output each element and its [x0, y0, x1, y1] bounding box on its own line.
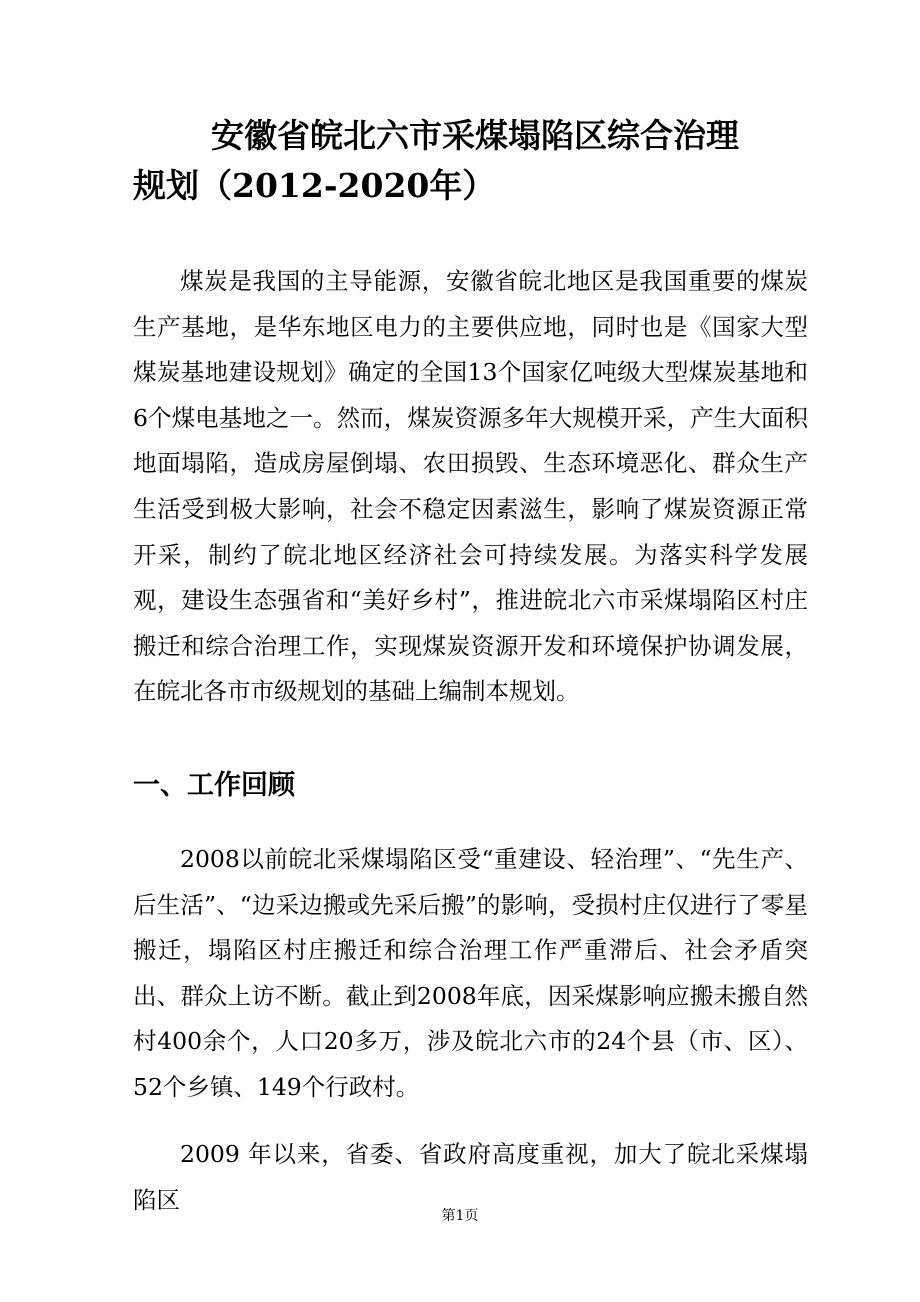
document-title-line-2: 规划（2012-2020年） — [133, 166, 496, 205]
page-number-footer: 第1页 — [441, 1208, 479, 1224]
section1-paragraph-1: 2008以前皖北采煤塌陷区受“重建设、轻治理”、“先生产、后生活”、“边采边搬或先采后搬”的影响，受损村庄仅进行了零星搬迁，塌陷区村庄搬迁和综合治理工作严重滞后、社会矛盾突出、群众上访不断。截止到2008年底，因采煤影响应搬未搬自然村400余个，人口20多万，涉及皖北六市的24个县（市、区）、52个乡镇、149个行政村。 — [133, 845, 808, 1101]
section1-paragraph-2: 2009 年以来，省委、省政府高度重视，加大了皖北采煤塌陷区 — [133, 1140, 808, 1214]
intro-paragraph: 煤炭是我国的主导能源，安徽省皖北地区是我国重要的煤炭生产基地，是华东地区电力的主要供应地，同时也是《国家大型煤炭基地建设规划》确定的全国13个国家亿吨级大型煤炭基地和6个煤电基地之一。然而，煤炭资源多年大规模开采，产生大面积地面塌陷，造成房屋倒塌、农田损毁、生态环境恶化、群众生产生活受到极大影响，社会不稳定因素滋生，影响了煤炭资源正常开采，制约了皖北地区经济社会可持续发展。为落实科学发展观，建设生态强省和“美好乡村”，推进皖北六市采煤塌陷区村庄搬迁和综合治理工作，实现煤炭资源开发和环境保护协调发展，在皖北各市市级规划的基础上编制本规划。 — [133, 267, 808, 706]
document-title-line-1: 安徽省皖北六市采煤塌陷区综合治理 — [211, 116, 739, 155]
section-heading-work-review: 一、工作回顾 — [133, 770, 295, 801]
